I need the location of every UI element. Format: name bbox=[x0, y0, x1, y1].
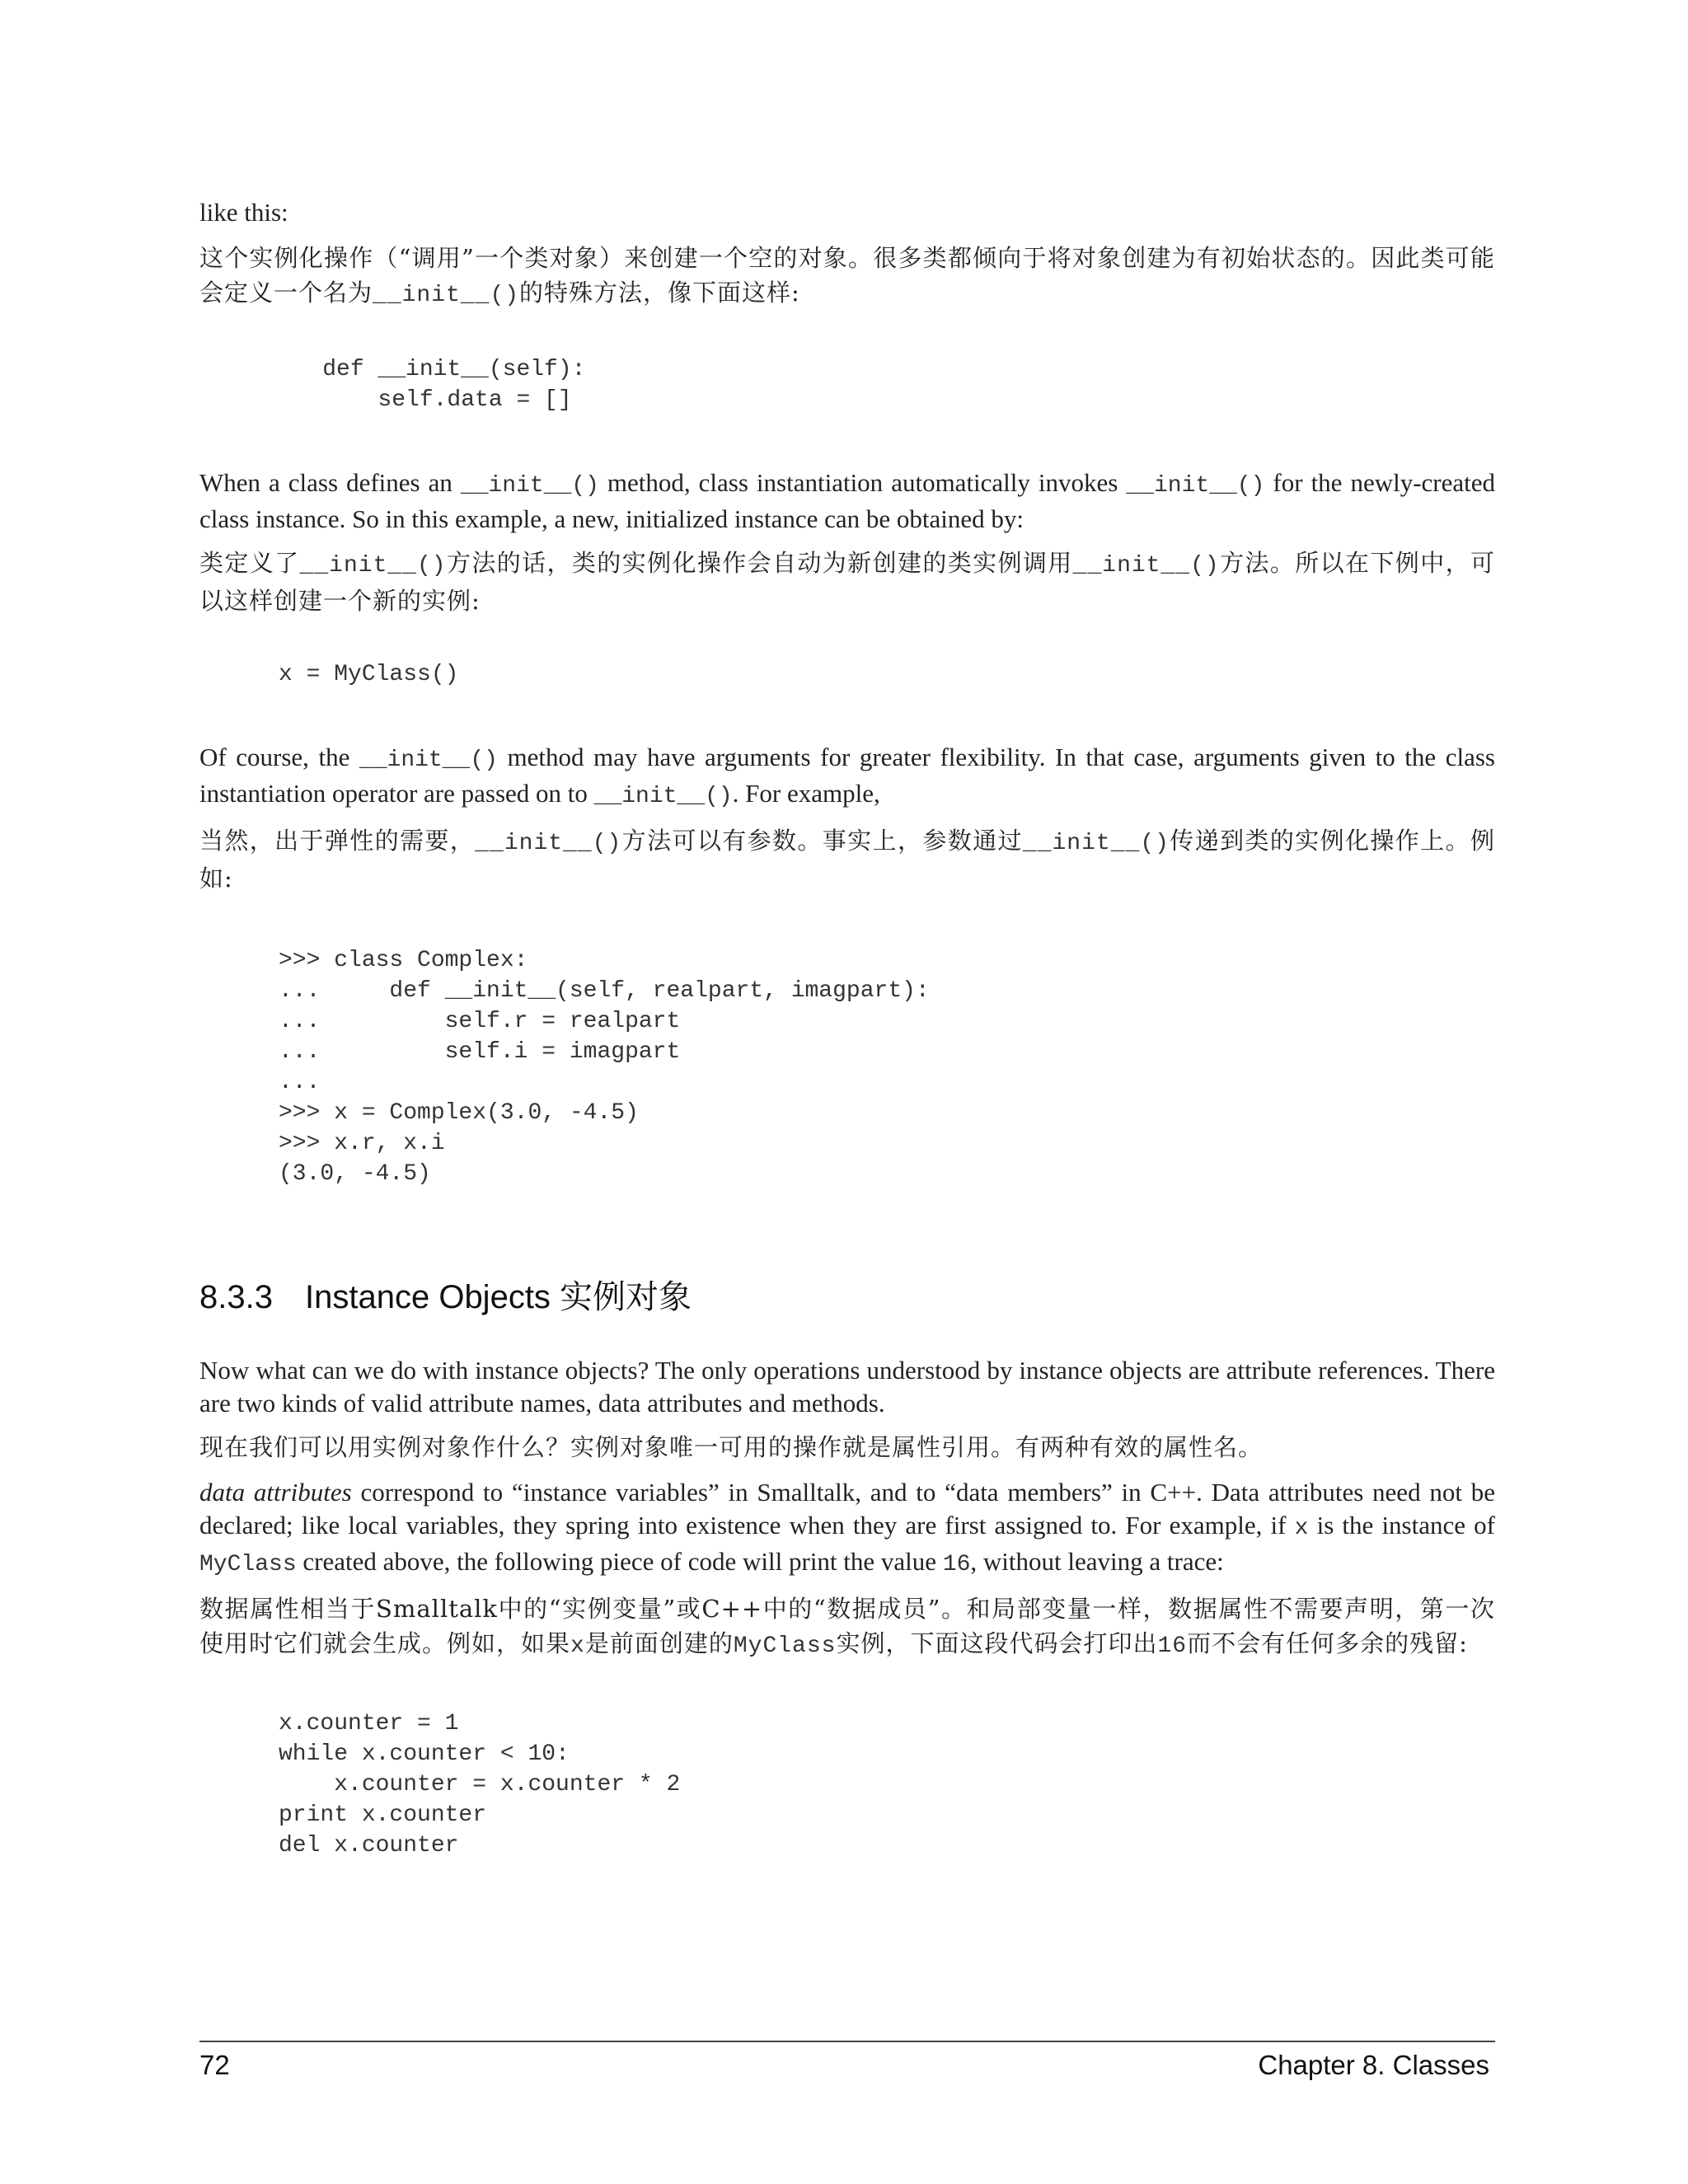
paragraph-instance-en: Now what can we do with instance objects? The only operations understood by instance objects are attribute references. There are two kinds of valid attribute names, data attributes and methods. bbox=[199, 1356, 1495, 1418]
page-number: 72 bbox=[199, 2050, 230, 2080]
inline-code: MyClass bbox=[733, 1633, 837, 1659]
text-span: for the newly-created class instance. So in this example, a new, initialized instance can be obtained by: bbox=[199, 468, 1496, 533]
text-span: When a class defines an bbox=[199, 468, 461, 497]
text-span: method may have arguments for greater flexibility. In that case, arguments given to the class instantiation operator are passed on to bbox=[199, 743, 1495, 808]
section-title: Instance Objects 实例对象 bbox=[305, 1279, 692, 1315]
inline-code: __init__() bbox=[1022, 831, 1170, 856]
paragraph-args-zh bbox=[199, 823, 1495, 896]
footer-divider bbox=[199, 2041, 1495, 2042]
inline-code: MyClass bbox=[199, 1552, 297, 1577]
text-span: 实例，下面这段代码会打印出 bbox=[836, 1629, 1158, 1657]
paragraph-init-en bbox=[199, 466, 1495, 536]
text-span: 方法的话，类的实例化操作会自动为新创建的类实例调用 bbox=[446, 549, 1073, 577]
text-span: 当然，出于弹性的需要， bbox=[199, 827, 476, 855]
intro-text: like this: bbox=[199, 198, 288, 227]
inline-code: __init__() bbox=[460, 473, 599, 499]
paragraph-data-attr-zh bbox=[199, 1591, 1495, 1664]
code-block-complex: >>> class Complex: ... def __init__(self, realpart, imagpart): ... self.r = realpart ... self.i = imagpart ... >>> x = Complex(3.0, -4.5) >>> x.r, x.i (3.0, -4.5) bbox=[279, 948, 930, 1187]
section-heading bbox=[199, 1277, 1495, 1318]
text-span: 是前面创建的 bbox=[584, 1629, 734, 1657]
inline-code: __init__() bbox=[475, 831, 622, 856]
inline-code: __init__() bbox=[299, 553, 447, 579]
text-span: 而不会有任何多余的残留: bbox=[1187, 1629, 1468, 1657]
paragraph-init-zh bbox=[199, 546, 1495, 618]
inline-code: x bbox=[1294, 1516, 1309, 1541]
text-span: 方法。所以在下例中，可以这样创建一个新的实例: bbox=[199, 549, 1495, 615]
paragraph-instance-zh: 现在我们可以用实例对象作什么？实例对象唯一可用的操作就是属性引用。有两种有效的属性名。 bbox=[199, 1433, 1264, 1461]
text-span: , without leaving a trace: bbox=[970, 1547, 1224, 1576]
text-span: 方法可以有参数。事实上，参数通过 bbox=[621, 827, 1023, 855]
code-block-myclass: x = MyClass() bbox=[279, 662, 459, 687]
text-span: Of course, the bbox=[199, 743, 359, 771]
inline-code: 16 bbox=[1157, 1633, 1188, 1659]
text-span: 的特殊方法，像下面这样: bbox=[519, 279, 800, 307]
chapter-title: Chapter 8. Classes bbox=[1258, 2050, 1489, 2080]
text-span: 类定义了 bbox=[199, 549, 300, 577]
inline-code: __init__() bbox=[593, 784, 733, 809]
inline-code: x bbox=[570, 1633, 585, 1659]
code-block-init: def __init__(self): self.data = [] bbox=[322, 357, 586, 413]
text-span: 这个实例化操作（“调用”一个类对象）来创建一个空的对象。很多类都倾向于将对象创建为有初始状态的。因此类可能会定义一个名为 bbox=[199, 244, 1495, 307]
intro-text-zh bbox=[199, 241, 1495, 313]
text-span: . For example, bbox=[732, 779, 880, 808]
inline-code: __init__() bbox=[1126, 473, 1265, 499]
inline-code: __init__() bbox=[373, 283, 520, 308]
text-span: is the instance of bbox=[1308, 1511, 1495, 1540]
emphasis-term: data attributes bbox=[199, 1478, 352, 1507]
page-content bbox=[199, 196, 1495, 1861]
paragraph-args-en bbox=[199, 741, 1495, 813]
text-span: method, class instantiation automatically invokes bbox=[598, 468, 1127, 497]
text-span: 数据属性相当于Smalltalk中的“实例变量”或C++中的“数据成员”。和局部变量一样，数据属性不需要声明，第一次使用时它们就会生成。例如，如果 bbox=[199, 1595, 1495, 1657]
code-block-counter: x.counter = 1 while x.counter < 10: x.counter = x.counter * 2 print x.counter del x.counter bbox=[279, 1711, 681, 1858]
inline-code: __init__() bbox=[1072, 553, 1220, 579]
section-number: 8.3.3 bbox=[199, 1279, 273, 1315]
inline-code: 16 bbox=[942, 1552, 971, 1577]
text-span: correspond to “instance variables” in Smalltalk, and to “data members” in C++. Data attributes need not be declared; like local variables, they spring into existence when they are first assigned to. For example, if bbox=[199, 1478, 1496, 1540]
inline-code: __init__() bbox=[359, 748, 498, 773]
paragraph-data-attr-en bbox=[199, 1476, 1495, 1582]
text-span: created above, the following piece of code will print the value bbox=[296, 1547, 943, 1576]
text-span: 传递到类的实例化操作上。例如: bbox=[199, 827, 1495, 893]
